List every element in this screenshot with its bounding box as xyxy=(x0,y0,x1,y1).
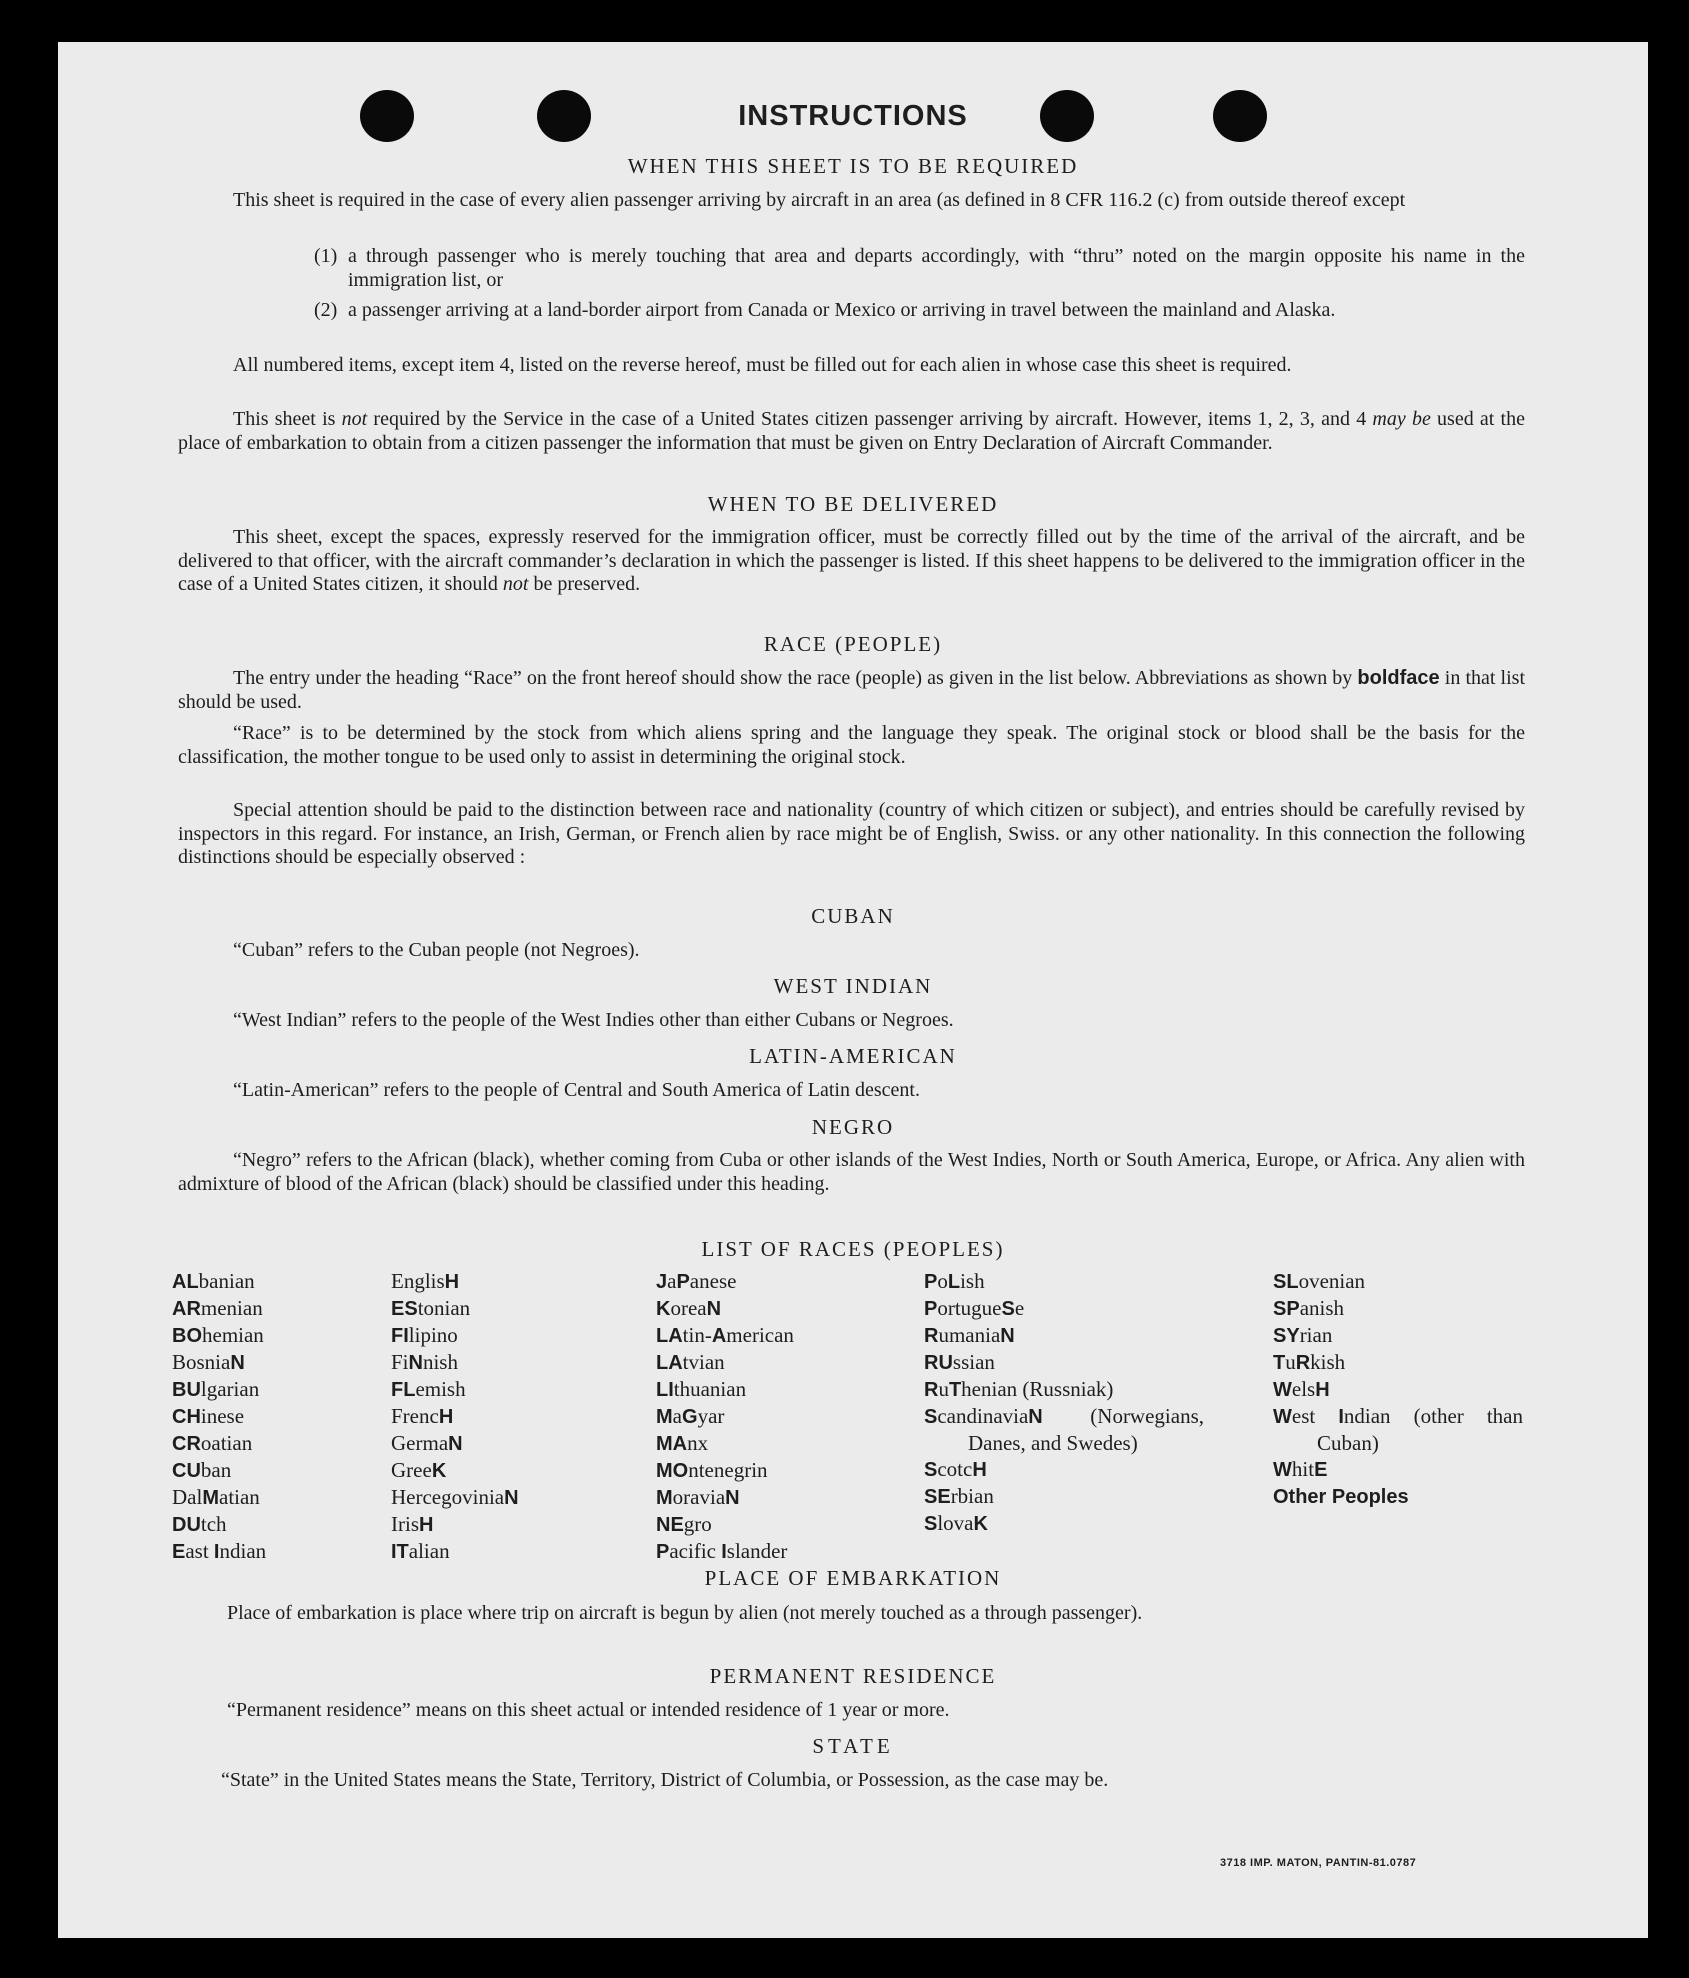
race-entry: SYrian xyxy=(1273,1323,1333,1347)
race-p2: “Race” is to be determined by the stock from which aliens spring and the language they speak. The original stock or blood shall be the basis for the classification, the mother tongue to be used only to assist in determining the original stock. xyxy=(178,722,1525,768)
exception-item-1: (1) a through passenger who is merely touching that area and departs accordingly, with “thru” noted on the margin opposite his name in the immigration list, or xyxy=(314,245,1525,291)
race-entry: SlovaK xyxy=(924,1511,988,1535)
race-entry: MoraviaN xyxy=(656,1485,740,1509)
race-entry: RUssian xyxy=(924,1350,995,1374)
heading-cuban: CUBAN xyxy=(811,904,895,928)
race-entry: Other Peoples xyxy=(1273,1486,1409,1508)
cuban-text: “Cuban” refers to the Cuban people (not Negroes). xyxy=(233,939,640,961)
races-column-5 xyxy=(1273,1268,1523,1510)
race-entry: PoLish xyxy=(924,1269,985,1293)
race-entry: CUban xyxy=(172,1458,232,1482)
race-entry: HercegoviniaN xyxy=(391,1485,519,1509)
race-entry: West Indian (other than Cuban) xyxy=(1273,1404,1524,1455)
heading-embarkation: PLACE OF EMBARKATION xyxy=(704,1566,1002,1590)
race-entry: SPanish xyxy=(1273,1296,1345,1320)
race-entry: LAtvian xyxy=(656,1350,725,1374)
race-entry: BOhemian xyxy=(172,1323,264,1347)
race-entry: TuRkish xyxy=(1273,1350,1346,1374)
race-entry: WhitE xyxy=(1273,1457,1328,1481)
race-entry: ScandinaviaN (Norwegians, Danes, and Swedes) xyxy=(924,1404,1204,1455)
race-entry: WelsH xyxy=(1273,1377,1330,1401)
race-entry: EnglisH xyxy=(391,1269,460,1293)
race-p1: The entry under the heading “Race” on the front hereof should show the race (people) as given in the list below. Abbreviations as shown by boldface in that list should be used. xyxy=(178,667,1525,713)
race-entry: LAtin-American xyxy=(656,1323,794,1347)
race-entry: FrencH xyxy=(391,1404,454,1428)
heading-when-required: WHEN THIS SHEET IS TO BE REQUIRED xyxy=(627,154,1079,178)
race-entry: LIthuanian xyxy=(656,1377,747,1401)
heading-race: RACE (PEOPLE) xyxy=(763,632,943,656)
race-entry: DalMatian xyxy=(172,1485,260,1509)
race-entry: CHinese xyxy=(172,1404,245,1428)
race-entry: EStonian xyxy=(391,1296,471,1320)
when-required-intro: This sheet is required in the case of every alien passenger arriving by aircraft in an area (as defined in 8 CFR 116.2 (c) from outside thereof except xyxy=(233,189,1406,211)
race-entry: SErbian xyxy=(924,1484,994,1508)
race-entry: BosniaN xyxy=(172,1350,245,1374)
race-entry: GermaN xyxy=(391,1431,463,1455)
when-required-p2: All numbered items, except item 4, listed on the reverse hereof, must be filled out for each alien in whose case this sheet is required. xyxy=(233,354,1292,376)
race-entry: KoreaN xyxy=(656,1296,722,1320)
race-entry: MOntenegrin xyxy=(656,1458,768,1482)
race-entry: FLemish xyxy=(391,1377,466,1401)
when-delivered-text: This sheet, except the spaces, expressly reserved for the immigration officer, must be correctly filled out by the time of the arrival of the aircraft, and be delivered to that officer, with the aircraft commander’s declaration in which the passenger is listed. If this sheet happens to be delivered to the immigration officer in the case of a United States citizen, it should not be preserved. xyxy=(178,526,1525,595)
races-column-3 xyxy=(656,1268,896,1565)
heading-state: STATE xyxy=(812,1734,894,1758)
heading-latin-american: LATIN-AMERICAN xyxy=(749,1044,957,1068)
residence-text: “Permanent residence” means on this sheet actual or intended residence of 1 year or more. xyxy=(227,1699,950,1721)
race-entry: FIlipino xyxy=(391,1323,458,1347)
race-entry: IrisH xyxy=(391,1512,434,1536)
race-entry: SLovenian xyxy=(1273,1269,1366,1293)
document-page xyxy=(58,42,1648,1938)
race-entry: ARmenian xyxy=(172,1296,263,1320)
negro-text: “Negro” refers to the African (black), whether coming from Cuba or other islands of the West Indies, North or South America, Europe, or Africa. Any alien with admixture of blood of the African (black) should be classified under this heading. xyxy=(178,1149,1525,1195)
exception-item-2: (2) a passenger arriving at a land-border airport from Canada or Mexico or arriving in travel between the mainland and Alaska. xyxy=(314,299,1336,321)
heading-when-delivered: WHEN TO BE DELIVERED xyxy=(707,492,999,516)
race-entry: BUlgarian xyxy=(172,1377,260,1401)
heading-list-of-races: LIST OF RACES (PEOPLES) xyxy=(701,1237,1005,1261)
race-entry: CRoatian xyxy=(172,1431,253,1455)
races-column-1 xyxy=(172,1268,372,1565)
race-entry: ScotcH xyxy=(924,1457,987,1481)
race-entry: ITalian xyxy=(391,1539,450,1563)
race-entry: MaGyar xyxy=(656,1404,725,1428)
embarkation-text: Place of embarkation is place where trip on aircraft is begun by alien (not merely touched as a through passenger). xyxy=(227,1602,1143,1624)
race-entry: FiNnish xyxy=(391,1350,458,1374)
race-entry: RumaniaN xyxy=(924,1323,1015,1347)
races-column-2 xyxy=(391,1268,631,1565)
heading-west-indian: WEST INDIAN xyxy=(773,974,933,998)
race-p3: Special attention should be paid to the distinction between race and nationality (country of which citizen or subject), and entries should be carefully revised by inspectors in this regard. For instance, an Irish, German, or French alien by race might be of English, Swiss. or any other nationality. In this connection the following distinctions should be especially observed : xyxy=(178,799,1525,868)
latin-american-text: “Latin-American” refers to the people of Central and South America of Latin descent. xyxy=(233,1079,920,1101)
race-entry: GreeK xyxy=(391,1458,447,1482)
heading-negro: NEGRO xyxy=(811,1115,895,1139)
when-required-p3: This sheet is not required by the Service in the case of a United States citizen passenger arriving by aircraft. However, items 1, 2, 3, and 4 may be used at the place of embarkation to obtain from a citizen passenger the information that must be given on Entry Declaration of Aircraft Commander. xyxy=(178,408,1525,454)
race-entry: MAnx xyxy=(656,1431,709,1455)
state-text: “State” in the United States means the State, Territory, District of Columbia, or Possession, as the case may be. xyxy=(221,1769,1109,1791)
document-title: INSTRUCTIONS xyxy=(738,100,968,132)
race-entry: DUtch xyxy=(172,1512,227,1536)
race-entry: JaPanese xyxy=(656,1269,737,1293)
heading-permanent-residence: PERMANENT RESIDENCE xyxy=(709,1664,997,1688)
race-entry: Pacific Islander xyxy=(656,1539,788,1563)
race-entry: ALbanian xyxy=(172,1269,255,1293)
race-entry: NEgro xyxy=(656,1512,712,1536)
race-entry: PortugueSe xyxy=(924,1296,1025,1320)
race-entry: RuThenian (Russniak) xyxy=(924,1377,1114,1401)
printer-imprint: 3718 IMP. MATON, PANTIN-81.0787 xyxy=(1220,1857,1417,1869)
race-entry: East Indian xyxy=(172,1539,267,1563)
races-column-4 xyxy=(924,1268,1204,1537)
west-indian-text: “West Indian” refers to the people of the West Indies other than either Cubans or Negroes. xyxy=(233,1009,954,1031)
